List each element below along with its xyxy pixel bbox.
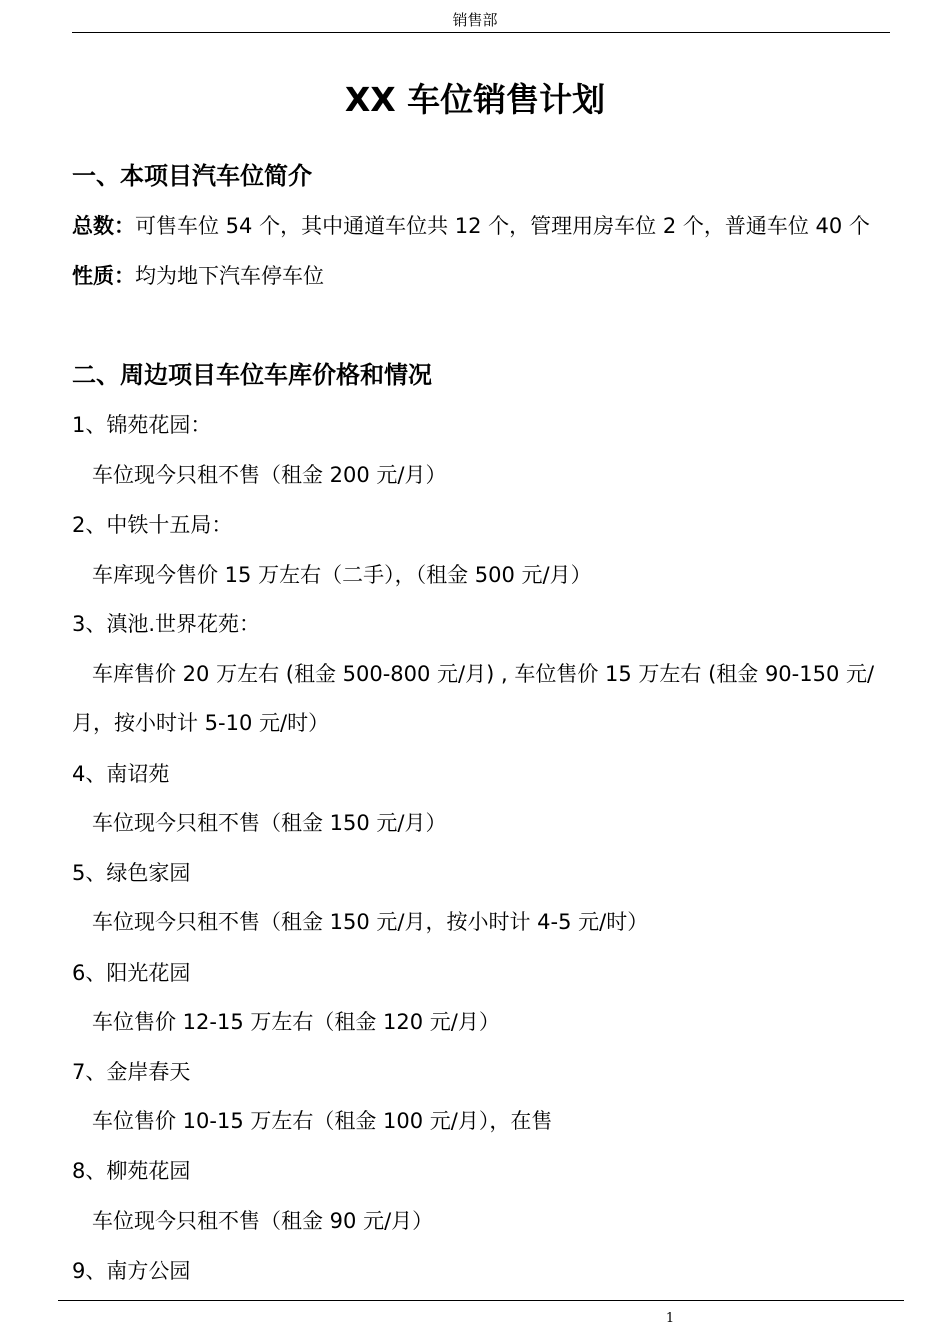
header-rule: [72, 32, 890, 33]
list-item-name: 7、金岸春天: [72, 1060, 191, 1084]
list-item-detail: 车位售价 10-15 万左右（租金 100 元/月），在售: [92, 1109, 553, 1133]
nature-text: 均为地下汽车停车位: [135, 264, 324, 288]
list-item-name: 2、中铁十五局：: [72, 513, 233, 537]
list-item-name: 6、阳光花园: [72, 961, 191, 985]
list-item-detail-continued: 月，按小时计 5-10 元/时）: [72, 711, 330, 735]
total-paragraph: [72, 211, 902, 241]
footer-rule: [58, 1300, 904, 1301]
section-2-heading: 二、周边项目车位车库价格和情况: [72, 361, 432, 389]
list-item-name: 9、南方公园: [72, 1259, 191, 1283]
list-item-name: 1、锦苑花园：: [72, 413, 212, 437]
page-header: 销售部: [452, 11, 498, 29]
list-item-name: 8、柳苑花园: [72, 1159, 191, 1183]
list-item-detail: 车位售价 12-15 万左右（租金 120 元/月）: [92, 1010, 500, 1034]
list-item-detail: 车位现今只租不售（租金 200 元/月）: [92, 463, 447, 487]
list-item-detail: 车位现今只租不售（租金 150 元/月）: [92, 811, 447, 835]
list-item-name: 4、南诏苑: [72, 762, 170, 786]
list-item-detail: 车位现今只租不售（租金 90 元/月）: [92, 1209, 434, 1233]
list-item-detail: 车位现今只租不售（租金 150 元/月，按小时计 4-5 元/时）: [92, 910, 649, 934]
list-item-detail: 车库现今售价 15 万左右（二手），（租金 500 元/月）: [92, 563, 592, 587]
list-item-detail: 车库售价 20 万左右 (租金 500-800 元/月) , 车位售价 15 万左右 (租金 90-150 元/: [92, 662, 875, 686]
total-text: 可售车位 54 个，其中通道车位共 12 个，管理用房车位 2 个，普通车位 40 个: [135, 214, 870, 238]
list-item-name: 3、滇池.世界花苑：: [72, 612, 261, 636]
document-title: XX 车位销售计划: [344, 80, 606, 119]
section-1-heading: 一、本项目汽车位简介: [72, 162, 312, 190]
nature-label: 性质：: [72, 264, 135, 288]
list-item-name: 5、绿色家园: [72, 861, 191, 885]
total-label: 总数：: [72, 214, 135, 238]
nature-paragraph: [72, 261, 902, 291]
page-number: 1: [665, 1311, 675, 1326]
